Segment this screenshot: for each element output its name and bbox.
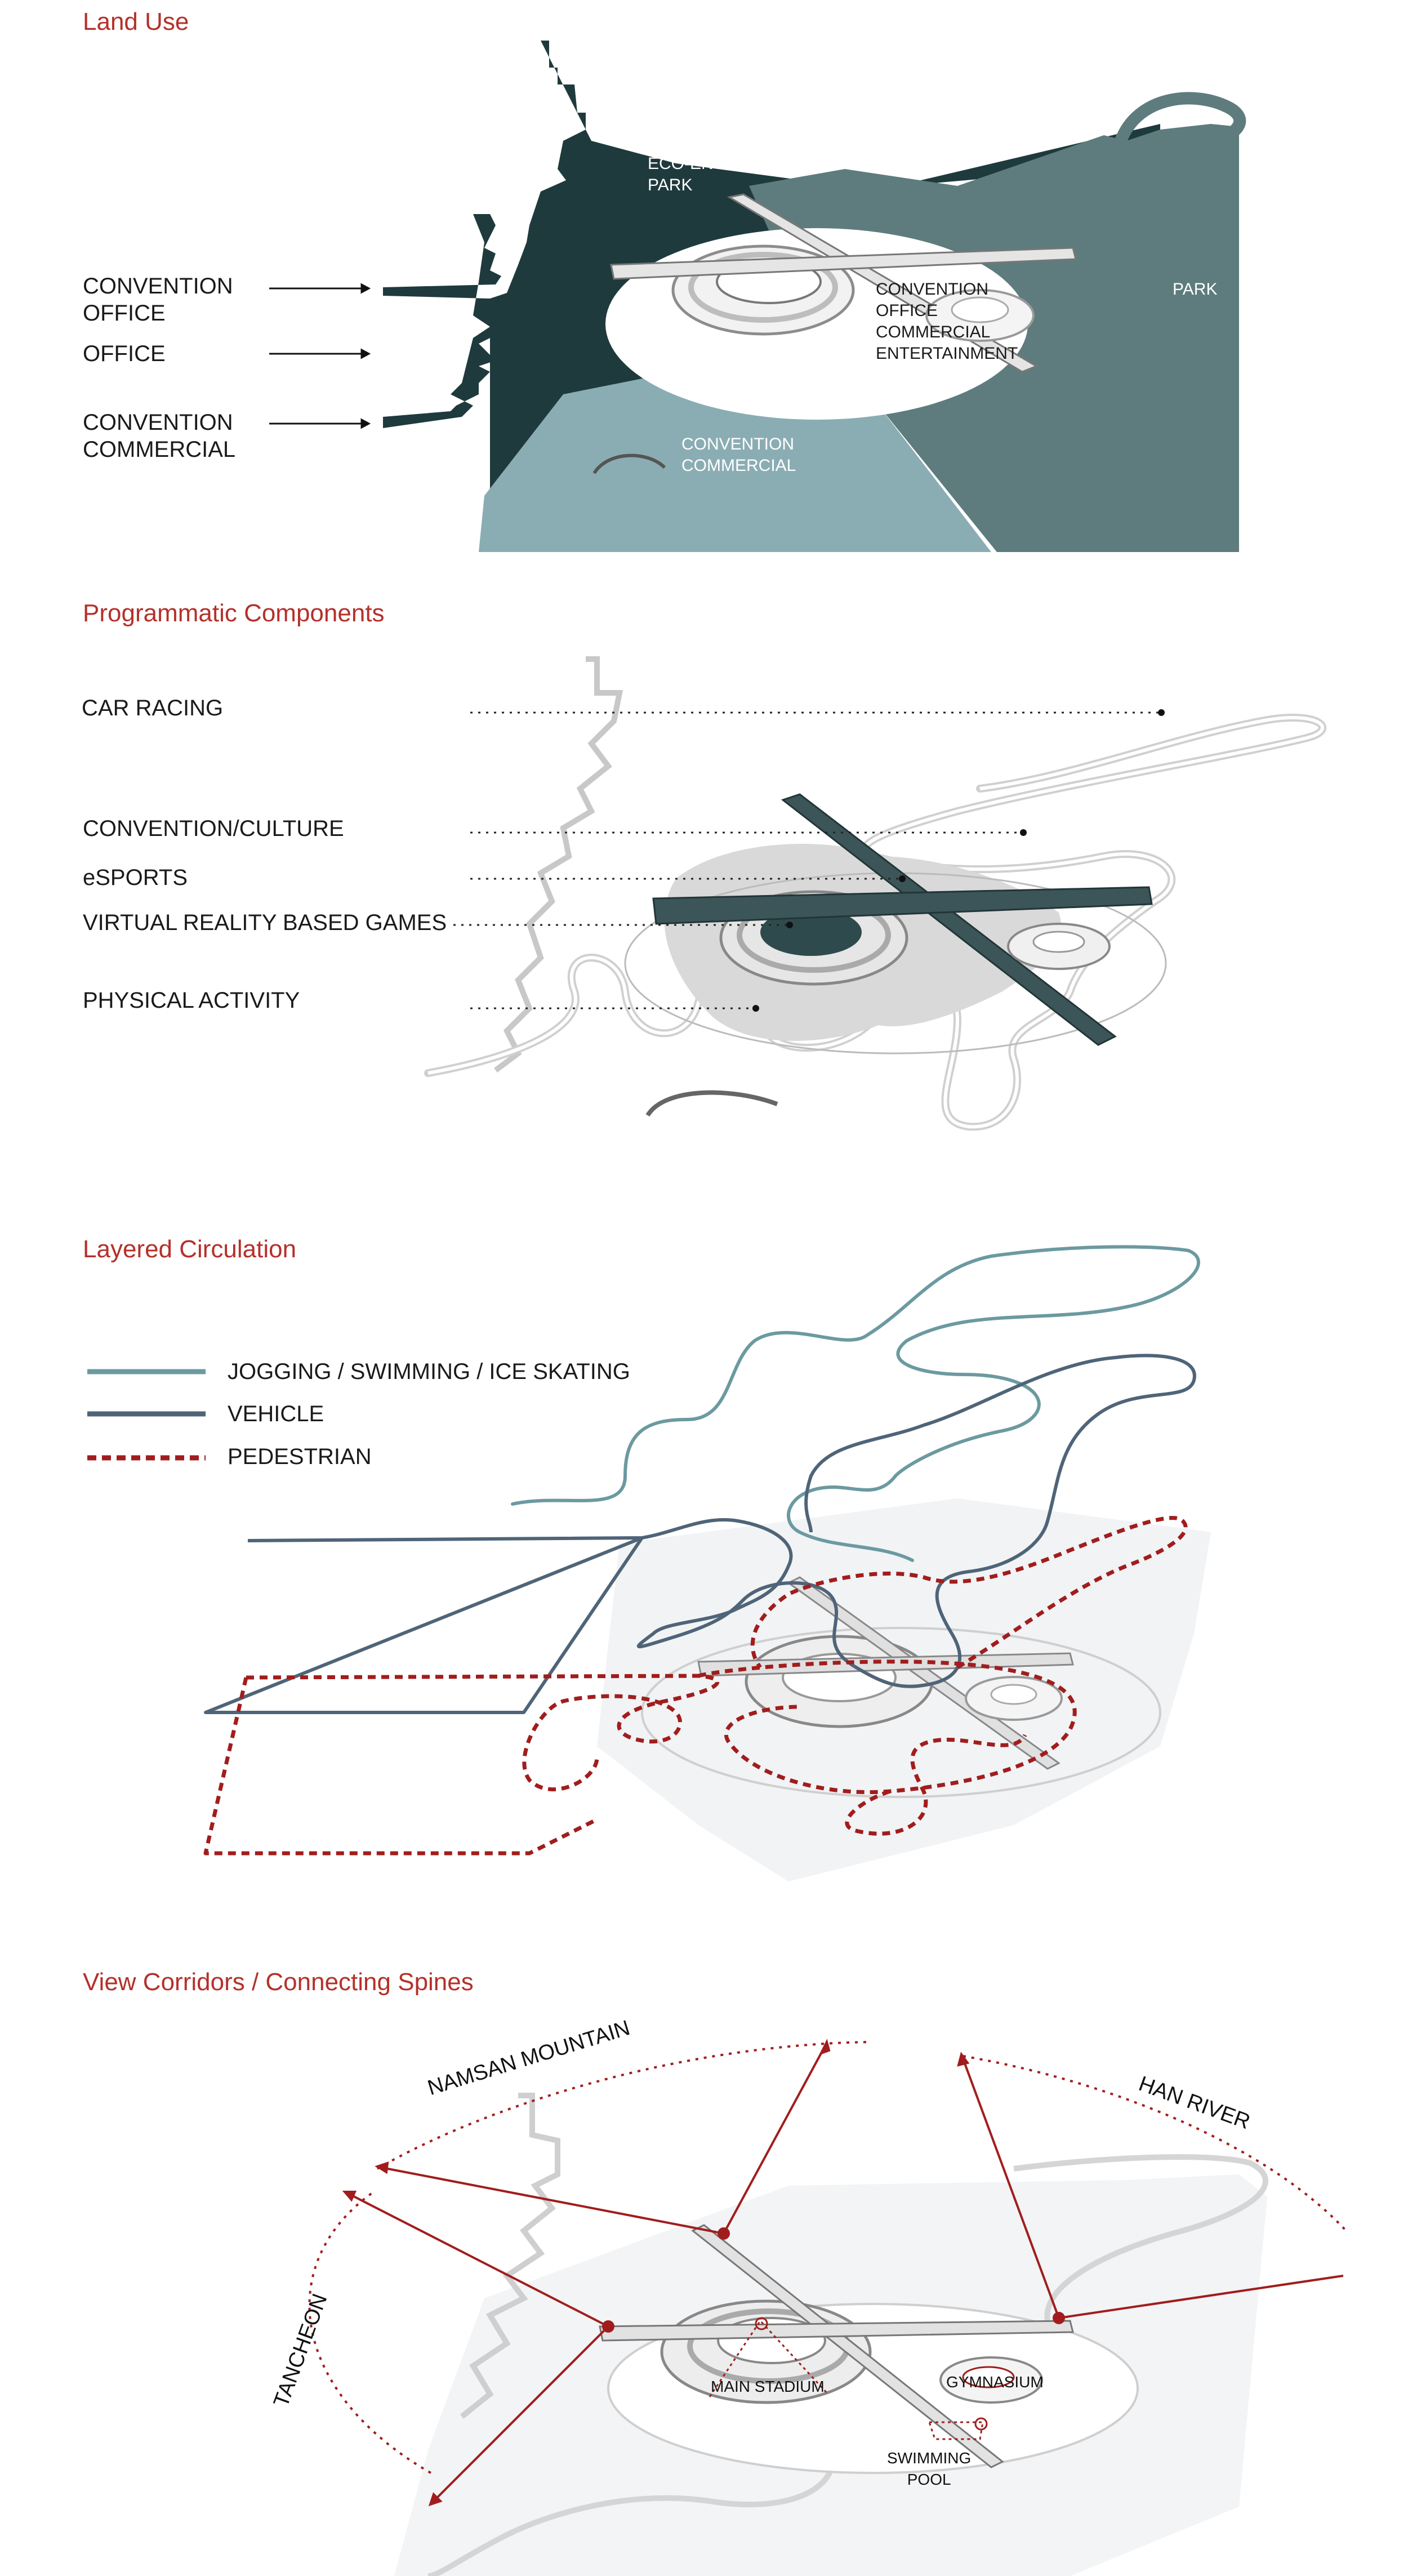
label-physical-activity: PHYSICAL ACTIVITY	[83, 988, 300, 1013]
programmatic-title: Programmatic Components	[83, 599, 385, 627]
label-main-stadium: MAIN STADIUM	[711, 2378, 825, 2395]
label-convention-culture: CONVENTION/CULTURE	[83, 816, 344, 841]
horizon-arc-left	[309, 2191, 431, 2473]
label-car-racing: CAR RACING	[82, 696, 224, 720]
label-park: PARK	[1173, 280, 1218, 299]
label-gymnasium: GYMNASIUM	[946, 2373, 1044, 2391]
label-han-river: HAN RIVER	[1135, 2072, 1254, 2134]
label-namsan-mountain: NAMSAN MOUNTAIN	[425, 2016, 633, 2101]
label-esports: eSPORTS	[83, 865, 188, 890]
label-swimming-pool: SWIMMING POOL	[887, 2449, 972, 2488]
land-use-title: Land Use	[83, 8, 189, 35]
view-corridors-title: View Corridors / Connecting Spines	[83, 1968, 474, 1996]
label-conv-commercial: CONVENTION COMMERCIAL	[681, 435, 796, 475]
legend-jogging-label: JOGGING / SWIMMING / ICE SKATING	[228, 1359, 630, 1384]
legend-vehicle-label: VEHICLE	[228, 1402, 324, 1426]
label-convention-commercial: CONVENTION COMMERCIAL	[83, 410, 236, 462]
legend-pedestrian-label: PEDESTRIAN	[228, 1444, 372, 1469]
label-office: OFFICE	[83, 341, 166, 366]
label-convention-office: CONVENTION OFFICE	[83, 274, 233, 326]
horizon-arc-top	[377, 2042, 870, 2169]
circulation-title: Layered Circulation	[83, 1235, 297, 1263]
label-mixed-use: CONVENTION OFFICE COMMERCIAL ENTERTAINMENT	[876, 280, 1018, 363]
label-eco-park: ECO-ENTERTAINMENT PARK	[648, 154, 832, 194]
label-tancheon: TANCHEON	[269, 2290, 332, 2410]
label-vr-games: VIRTUAL REALITY BASED GAMES	[83, 910, 447, 935]
